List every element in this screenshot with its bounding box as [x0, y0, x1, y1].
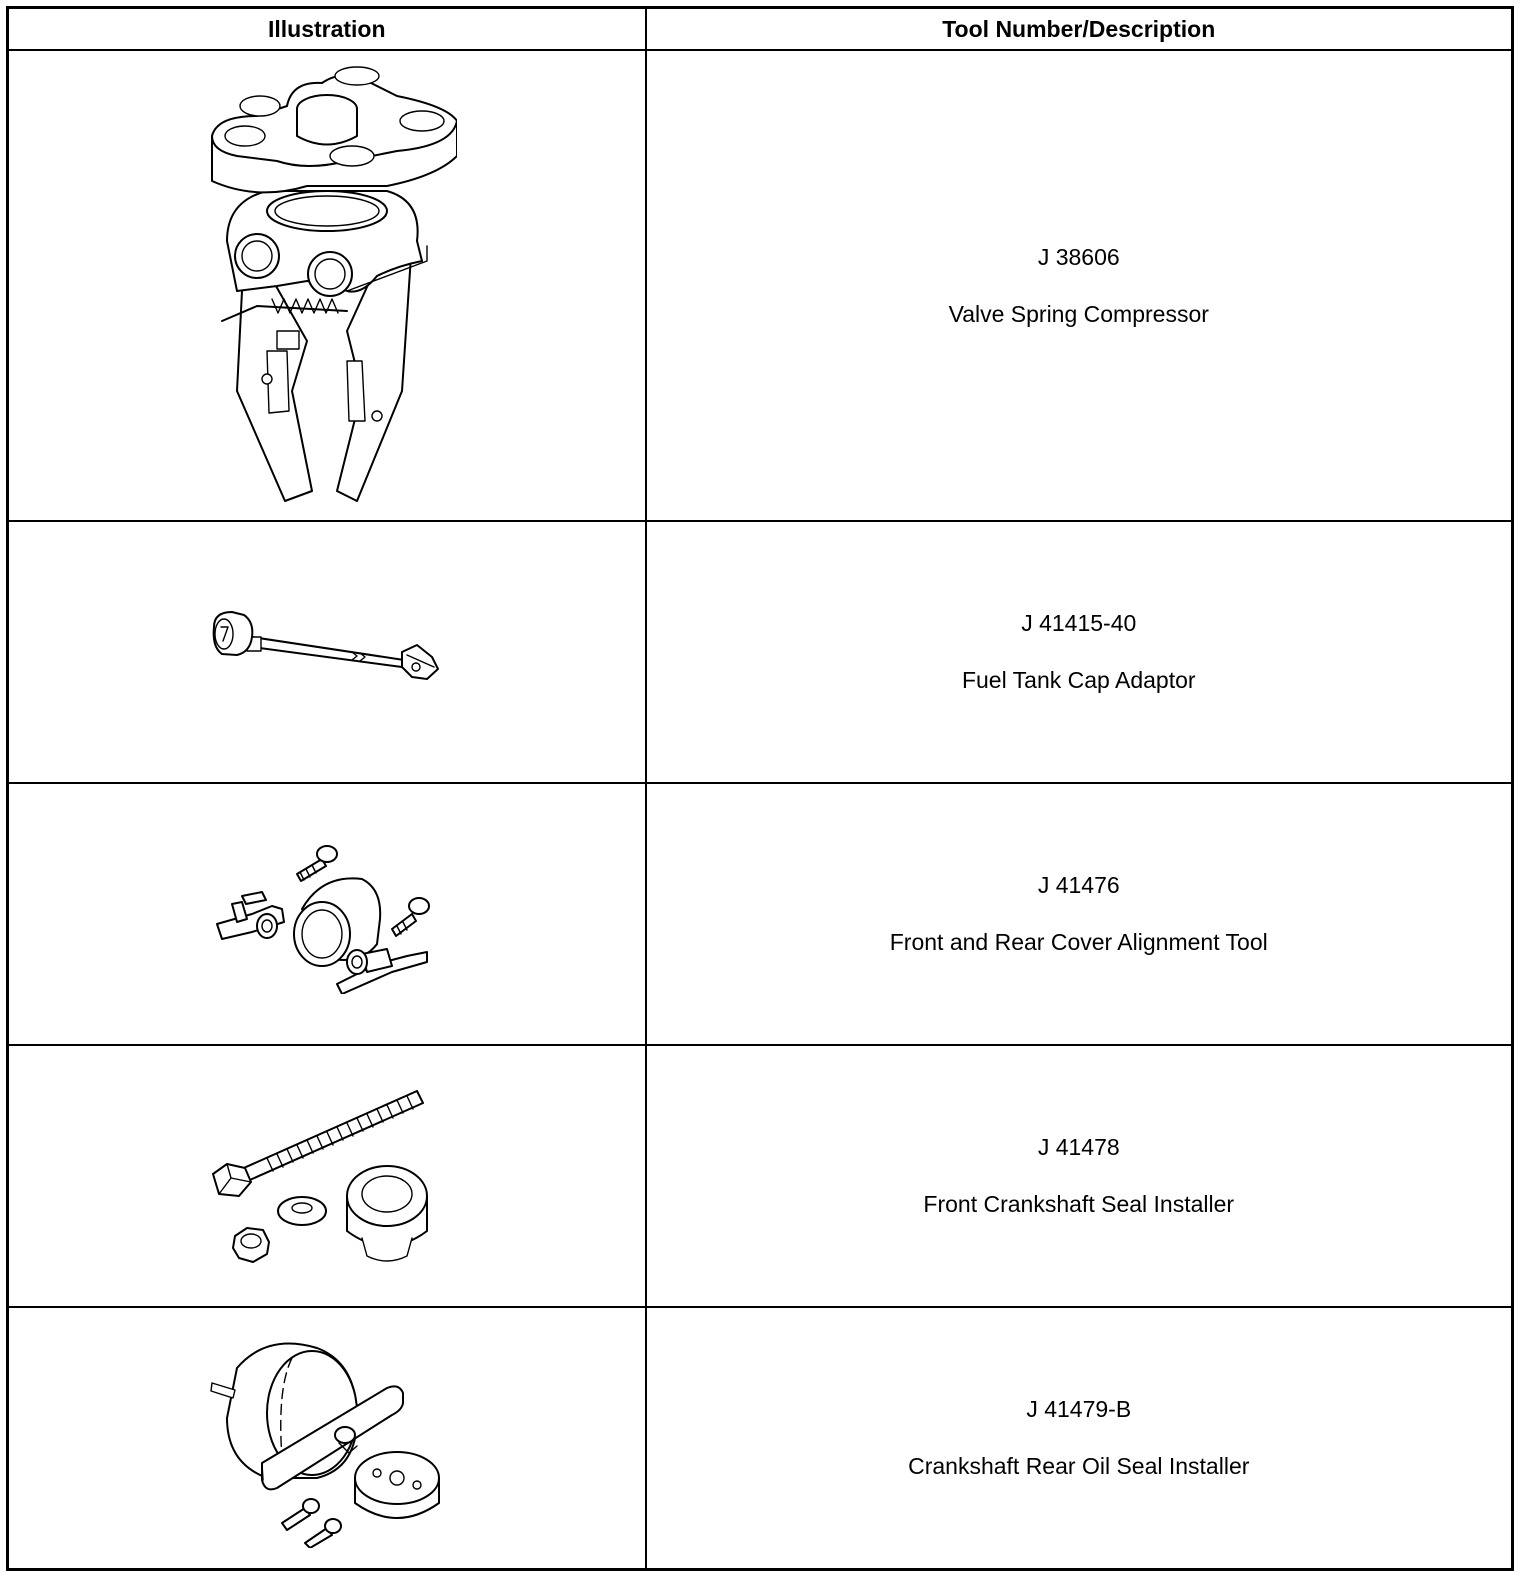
valve-spring-compressor-illustration: [197, 61, 457, 511]
tool-description-cell: [646, 1307, 1513, 1569]
tool-description-cell: [646, 1045, 1513, 1307]
tool-number: J 41478: [1037, 1134, 1120, 1161]
tool-number: J 38606: [1037, 243, 1120, 270]
tool-number: J 41476: [1037, 872, 1120, 899]
table-row: [8, 1045, 1513, 1307]
illustration-cell: [8, 521, 646, 783]
tool-description: Crankshaft Rear Oil Seal Installer: [908, 1453, 1250, 1480]
tool-description: Fuel Tank Cap Adaptor: [961, 667, 1196, 694]
table-row: [8, 1307, 1513, 1569]
fuel-tank-cap-adaptor-illustration: [202, 607, 452, 697]
illustration-cell: [8, 1045, 646, 1307]
tool-description: Front and Rear Cover Alignment Tool: [889, 929, 1268, 956]
illustration-header: Illustration: [8, 8, 646, 51]
tool-number: J 41415-40: [1021, 610, 1137, 637]
special-tools-table: [6, 6, 1514, 1571]
front-crankshaft-seal-installer-illustration: [207, 1086, 447, 1266]
table-row: [8, 521, 1513, 783]
cover-alignment-tool-illustration: [212, 834, 442, 994]
tool-description: Front Crankshaft Seal Installer: [923, 1191, 1235, 1218]
tool-description-cell: [646, 521, 1513, 783]
tool-description: Valve Spring Compressor: [948, 300, 1209, 327]
table-row: [8, 783, 1513, 1045]
tool-description-header: Tool Number/Description: [646, 8, 1513, 51]
header-row: [8, 8, 1513, 51]
illustration-cell: [8, 783, 646, 1045]
table-row: [8, 50, 1513, 521]
tool-number: J 41479-B: [1026, 1396, 1132, 1423]
tool-description-cell: [646, 783, 1513, 1045]
rear-oil-seal-installer-illustration: [207, 1328, 447, 1548]
illustration-cell: [8, 50, 646, 521]
illustration-cell: [8, 1307, 646, 1569]
tool-description-cell: [646, 50, 1513, 521]
